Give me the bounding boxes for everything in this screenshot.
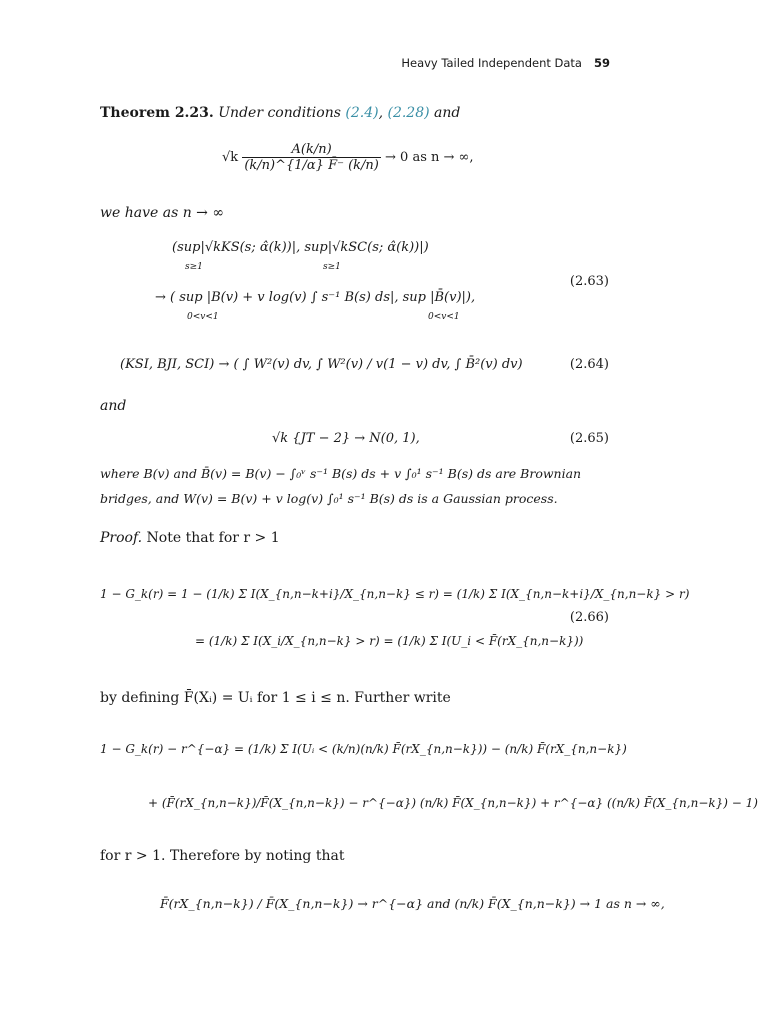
equation-2-63-line2: → ( sup |B(v) + v log(v) ∫ s⁻¹ B(s) ds|, sup |B̄(v)|),: [155, 290, 476, 305]
condition-limit: → 0 as n → ∞,: [385, 150, 474, 165]
running-header: [401, 56, 610, 70]
ref-link-2-28[interactable]: (2.28): [387, 105, 430, 121]
proof-intro: Proof. Note that for r > 1: [100, 530, 280, 546]
ref-link-2-4[interactable]: (2.4): [345, 105, 379, 121]
text-and: and: [100, 398, 127, 414]
equation-2-66-line2: = (1/k) Σ I(X_i/X_{n,n−k} > r) = (1/k) Σ I(U_i < F̄(rX_{n,n−k})): [195, 634, 584, 648]
theorem-intro-pre: Under conditions: [218, 105, 346, 121]
theorem-statement: Theorem 2.23. Under conditions (2.4), (2.28) and: [100, 105, 461, 121]
running-title: Heavy Tailed Independent Data: [401, 56, 582, 70]
text-for-r: for r > 1. Therefore by noting that: [100, 848, 345, 864]
text-by-defining: by defining F̄(Xᵢ) = Uᵢ for 1 ≤ i ≤ n. Further write: [100, 690, 451, 706]
equation-2-66-line1: 1 − G_k(r) = 1 − (1/k) Σ I(X_{n,n−k+i}/X_{n,n−k} ≤ r) = (1/k) Σ I(X_{n,n−k+i}/X_{n,n−k} > r): [100, 587, 690, 601]
equation-final: F̄(rX_{n,n−k}) / F̄(X_{n,n−k}) → r^{−α} and (n/k) F̄(X_{n,n−k}) → 1 as n → ∞,: [160, 896, 665, 911]
condition-numerator: A(k/n): [291, 142, 332, 157]
text-where-line1: where B(v) and B̄(v) = B(v) − ∫₀ᵛ s⁻¹ B(s) ds + v ∫₀¹ s⁻¹ B(s) ds are Brownian: [100, 466, 582, 481]
text-where-line2: bridges, and W(v) = B(v) + v log(v) ∫₀¹ s⁻¹ B(s) ds is a Gaussian process.: [100, 491, 558, 506]
equation-expansion-line1: 1 − G_k(r) − r^{−α} = (1/k) Σ I(Uᵢ < (k/n)(n/k) F̄(rX_{n,n−k})) − (n/k) F̄(rX_{n,n−k}): [100, 742, 627, 756]
equation-tag-2-66: (2.66): [569, 610, 609, 625]
proof-label: Proof.: [100, 530, 143, 546]
page: Heavy Tailed Independent Data 59 Theorem 2.23. Under conditions (2.4), (2.28) and √k $\frac{A(k/n)}{(k/n)\^{}\{1/\alpha\} F̄^- (k/n)}$ → 0 as n → ∞, we have as n → ∞ (sup|√kKS(s; α̂(k))|, sup|√kSC(s; α̂(k))|) s≥1 s≥1 → ( sup |B(v) + v log(v) ∫ s⁻¹ B(s) ds|, sup |B̄(v)|), 0<v<1 0<v<1 (2.63) (KSI, BJI, SCI) → ( ∫ W²(v) dv, ∫ W²(v) / v(1 − v) dv, ∫ B̄²(v) dv) (2.64) and √k {JT − 2} → N(0, 1), (2.65) where B(v) and B̄(v) = B(v) − ∫₀ᵛ s⁻¹ B(s) ds + v ∫₀¹ s⁻¹ B(s) ds are Brownian bridges, and W(v) = B(v) + v log(v) ∫₀¹ s⁻¹ B(s) ds is a Gaussian process. Proof. Note that for r > 1 1 − G_k(r) = 1 − (1/k) Σ I(X_{n,n−k+i}/X_{n,n−k} ≤ r) = (1/k) Σ I(X_{n,n−k+i}/X_{n,n−k} > r) = (1/k) Σ I(X_i/X_{n,n−k} > r) = (1/k) Σ I(U_i < F̄(rX_{n,n−k})) (2.66) by defining F̄(Xᵢ) = Uᵢ for 1 ≤ i ≤ n. Further write 1 − G_k(r) − r^{−α} = (1/k) Σ I(Uᵢ < (k/n)(n/k) F̄(rX_{n,n−k})) − (n/k) F̄(rX_{n,n−k}) + (F̄(rX_{n,n−k})/F̄(X_{n,n−k}) − r^{−α}) (n/k) F̄(X_{n,n−k}) + r^{−α} ((n/k) F̄(X_{n,n−k}) − 1) for r > 1. Therefore by noting that F̄(rX_{n,n−k}) / F̄(X_{n,n−k}) → r^{−α} and (n/k) F̄(X_{n,n−k}) → 1 as n → ∞,: [100, 56, 758, 911]
equation-condition: √k $\frac{A(k/n)}{(k/n)\^{}\{1/\alpha\} F̄^- (k/n)}$ → 0 as n → ∞,: [222, 142, 474, 173]
page-number: 59: [593, 56, 610, 70]
equation-tag-2-64: (2.64): [569, 357, 609, 372]
equation-2-65: √k {JT − 2} → N(0, 1),: [272, 431, 420, 446]
text-we-have: we have as n → ∞: [100, 205, 225, 221]
equation-tag-2-65: (2.65): [569, 431, 609, 446]
equation-expansion-line2: + (F̄(rX_{n,n−k})/F̄(X_{n,n−k}) − r^{−α}) (n/k) F̄(X_{n,n−k}) + r^{−α} ((n/k) F̄(X_{n,n−k}) − 1): [148, 796, 758, 810]
equation-2-64: (KSI, BJI, SCI) → ( ∫ W²(v) dv, ∫ W²(v) / v(1 − v) dv, ∫ B̄²(v) dv): [120, 357, 523, 372]
equation-2-63-line1: (sup|√kKS(s; α̂(k))|, sup|√kSC(s; α̂(k))|): [172, 240, 429, 255]
condition-denominator: (k/n)^{1/α} F̄⁻ (k/n): [244, 158, 379, 173]
equation-tag-2-63: (2.63): [569, 274, 609, 289]
theorem-label: Theorem 2.23.: [100, 105, 214, 121]
